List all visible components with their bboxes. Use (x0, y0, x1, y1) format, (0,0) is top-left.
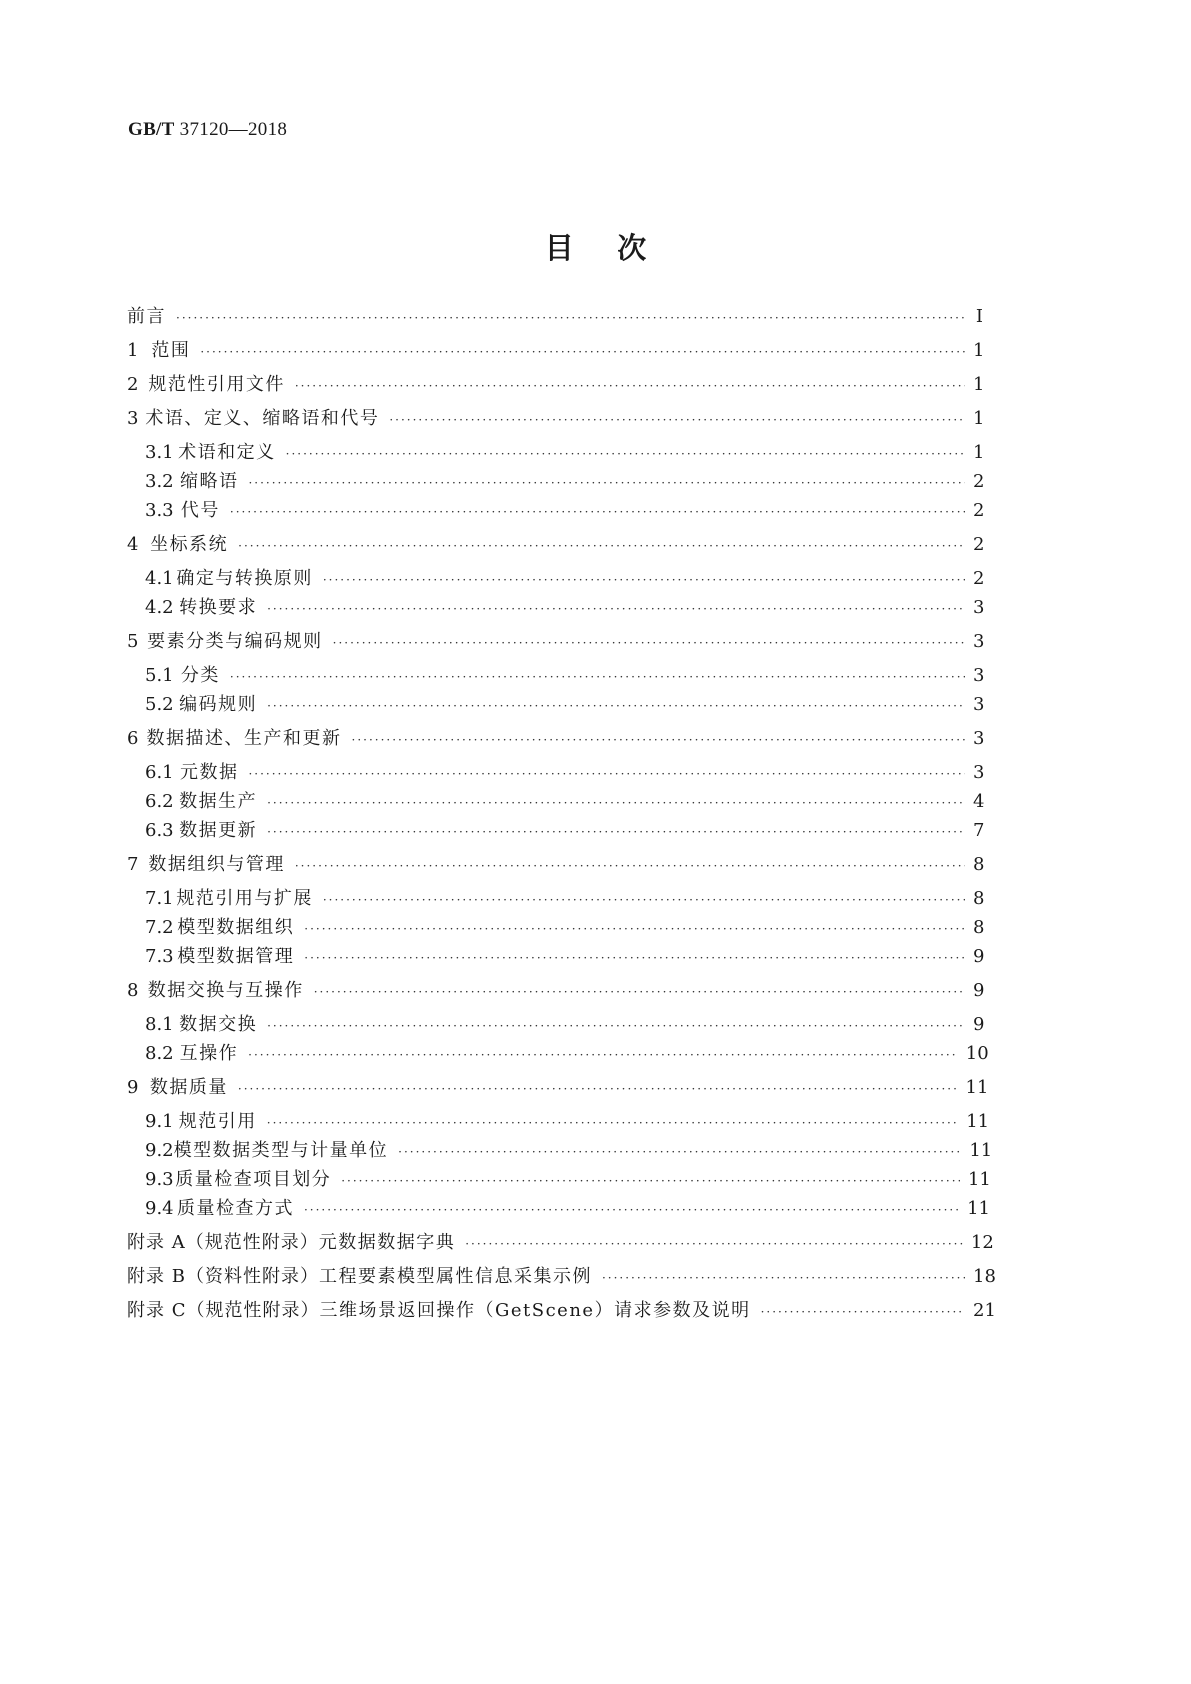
toc-entry[interactable] (0, 851, 1191, 879)
toc-entry-number: 5.2 (145, 694, 174, 715)
toc-entry-label: 互操作 (179, 1043, 239, 1064)
toc-entry-label: 前言 (127, 306, 166, 327)
toc-entry-label: 坐标系统 (150, 534, 229, 555)
toc-entry-number: 7.2 (145, 917, 174, 938)
toc-subentry[interactable] (0, 1137, 1191, 1165)
leader-dots (267, 1012, 965, 1040)
toc-subentry[interactable] (0, 1166, 1191, 1194)
toc-entry-page: 2 (973, 471, 985, 492)
leader-dots (398, 1138, 961, 1166)
toc-entry-page: 21 (973, 1300, 996, 1321)
leader-dots (248, 469, 965, 497)
leader-dots (267, 595, 965, 623)
toc-entry-label: 质量检查方式 (176, 1198, 294, 1219)
toc-subentry[interactable] (0, 943, 1191, 971)
toc-entry-label: 代号 (180, 500, 220, 521)
toc-entry-label: 数据质量 (149, 1077, 228, 1098)
toc-entry-number: 4.1 (145, 568, 174, 589)
toc-subentry[interactable] (0, 468, 1191, 496)
leader-dots (176, 304, 965, 332)
toc-entry-label: 元数据数据字典 (318, 1232, 456, 1253)
toc-subentry[interactable] (0, 885, 1191, 913)
leader-dots (230, 498, 965, 526)
toc-subentry[interactable] (0, 565, 1191, 593)
toc-entry-page: 3 (973, 728, 985, 749)
leader-dots (267, 789, 965, 817)
leader-dots (304, 915, 965, 943)
toc-subentry[interactable] (0, 594, 1191, 622)
toc-entry[interactable] (0, 371, 1191, 399)
toc-entry-number: 5 (127, 631, 139, 652)
toc-entry-page: 2 (973, 534, 985, 555)
toc-entry-label: 确定与转换原则 (176, 568, 313, 589)
standard-code-number: 37120—2018 (179, 119, 288, 140)
toc-entry-label: 模型数据组织 (177, 917, 295, 938)
toc-entry-page: 2 (973, 500, 985, 521)
toc-entry-label: 术语和定义 (178, 442, 276, 463)
toc-entry-page: 9 (973, 1014, 985, 1035)
toc-entry-number: 7 (127, 854, 139, 875)
toc-entry-page: 9 (973, 946, 985, 967)
toc-entry-number: 8.1 (145, 1014, 174, 1035)
toc-entry-label: 规范引用与扩展 (176, 888, 313, 909)
toc-entry-page: 4 (973, 791, 985, 812)
toc-entry-number: 9.3 (145, 1169, 174, 1190)
toc-entry-page: 12 (970, 1232, 994, 1253)
leader-dots (314, 978, 965, 1006)
leader-dots (238, 532, 965, 560)
leader-dots (465, 1230, 963, 1258)
leader-dots (295, 372, 965, 400)
toc-subentry[interactable] (0, 759, 1191, 787)
toc-entry-page: 2 (973, 568, 985, 589)
toc-entry-number: 3.1 (145, 442, 174, 463)
toc-entry-label: 术语、定义、缩略语和代号 (145, 408, 380, 429)
leader-dots (230, 663, 965, 691)
toc-entry-number: 5.1 (145, 665, 174, 686)
toc-entry-number: 9.4 (145, 1198, 174, 1219)
toc-entry-number: 6.1 (145, 762, 174, 783)
toc-entry-page: 8 (973, 888, 985, 909)
toc-entry-number: 6.3 (145, 820, 174, 841)
toc-entry-page: 3 (973, 631, 985, 652)
toc-entry[interactable] (0, 725, 1191, 753)
toc-appendix-number: 附录 A（规范性附录） (127, 1232, 319, 1253)
toc-entry-foreword[interactable] (0, 303, 1191, 331)
toc-entry-label: 范围 (151, 340, 191, 361)
leader-dots (238, 1075, 958, 1103)
toc-appendix-entry[interactable] (0, 1229, 1191, 1257)
toc-entry-number: 8.2 (145, 1043, 174, 1064)
leader-dots (295, 852, 965, 880)
toc-subentry[interactable] (0, 691, 1191, 719)
toc-entry-number: 6 (127, 728, 139, 749)
toc-entry-number: 1 (127, 340, 139, 361)
toc-entry-page: 3 (973, 665, 985, 686)
toc-title: 目次 (544, 231, 690, 265)
toc-entry[interactable] (0, 337, 1191, 365)
toc-subentry[interactable] (0, 914, 1191, 942)
toc-entry-page: 3 (973, 762, 985, 783)
toc-entry-number: 6.2 (145, 791, 174, 812)
leader-dots (267, 692, 965, 720)
toc-entry-number: 9 (127, 1077, 139, 1098)
leader-dots (200, 338, 965, 366)
toc-entry-page: 9 (973, 980, 985, 1001)
toc-entry-number: 3 (127, 408, 139, 429)
toc-entry-label: 元数据 (179, 762, 239, 783)
toc-entry-label: 数据描述、生产和更新 (146, 728, 342, 749)
toc-entry-page: 11 (965, 1077, 989, 1098)
toc-entry-page: 1 (973, 340, 985, 361)
toc-entry[interactable] (0, 1074, 1191, 1102)
toc-appendix-number: 附录 B（资料性附录） (127, 1266, 319, 1287)
toc-entry-label: 工程要素模型属性信息采集示例 (318, 1266, 592, 1287)
toc-entry-label: 编码规则 (179, 694, 258, 715)
toc-entry-label: 要素分类与编码规则 (147, 631, 323, 652)
toc-entry-page: 3 (973, 597, 985, 618)
toc-entry-page: 1 (973, 374, 985, 395)
toc-entry-page: 11 (967, 1169, 991, 1190)
toc-entry-page: 10 (965, 1043, 989, 1064)
toc-subentry[interactable] (0, 662, 1191, 690)
toc-entry-number: 9.1 (145, 1111, 174, 1132)
toc-entry-label: 数据组织与管理 (148, 854, 285, 875)
leader-dots (323, 566, 965, 594)
toc-entry-label: 数据交换 (179, 1014, 258, 1035)
toc-entry-label: 缩略语 (179, 471, 239, 492)
toc-entry-label: 质量检查项目划分 (175, 1169, 332, 1190)
leader-dots (248, 760, 965, 788)
toc-entry-label: 转换要求 (179, 597, 258, 618)
toc-entry-page: 18 (973, 1266, 996, 1287)
toc-entry-label: 数据生产 (179, 791, 258, 812)
toc-entry-page: 8 (973, 854, 985, 875)
toc-entry-number: 3.3 (145, 500, 174, 521)
toc-appendix-entry[interactable] (0, 1263, 1191, 1291)
toc-entry-label: 分类 (180, 665, 220, 686)
toc-entry-number: 4 (127, 534, 139, 555)
leader-dots (304, 1196, 959, 1224)
toc-entry-page: 1 (973, 442, 985, 463)
standard-code-prefix: GB/T (128, 119, 175, 140)
toc-subentry[interactable] (0, 439, 1191, 467)
toc-entry-number: 8 (127, 980, 139, 1001)
toc-entry-page: 3 (973, 694, 985, 715)
leader-dots (333, 629, 965, 657)
toc-subentry[interactable] (0, 497, 1191, 525)
toc-entry[interactable] (0, 405, 1191, 433)
toc-subentry[interactable] (0, 1195, 1191, 1223)
toc-appendix-number: 附录 C（规范性附录） (127, 1300, 320, 1321)
toc-entry-label: 数据更新 (179, 820, 258, 841)
toc-entry-page: 7 (973, 820, 985, 841)
leader-dots (286, 440, 965, 468)
toc-subentry[interactable] (0, 1040, 1191, 1068)
toc-entry-page: 1 (973, 408, 985, 429)
toc-entry-page: 11 (969, 1140, 993, 1161)
toc-appendix-entry[interactable] (0, 1297, 1191, 1325)
leader-dots (352, 726, 965, 754)
toc-entry-label: 数据交换与互操作 (147, 980, 304, 1001)
toc-entry-number: 2 (127, 374, 139, 395)
leader-dots (602, 1264, 965, 1292)
leader-dots (304, 944, 965, 972)
leader-dots (248, 1041, 958, 1069)
leader-dots (323, 886, 965, 914)
toc-entry-label: 三维场景返回操作（GetScene）请求参数及说明 (319, 1300, 751, 1321)
toc-subentry[interactable] (0, 817, 1191, 845)
leader-dots (761, 1298, 965, 1326)
toc-entry-label: 模型数据类型与计量单位 (173, 1140, 389, 1161)
toc-entry-number: 7.3 (145, 946, 174, 967)
toc-subentry[interactable] (0, 788, 1191, 816)
toc-entry-number: 3.2 (145, 471, 174, 492)
toc-entry-page: 11 (967, 1198, 990, 1219)
toc-entry-label: 规范性引用文件 (148, 374, 285, 395)
leader-dots (389, 406, 965, 434)
toc-entry-label: 模型数据管理 (177, 946, 295, 967)
toc-subentry[interactable] (0, 1108, 1191, 1136)
toc-entry[interactable] (0, 977, 1191, 1005)
leader-dots (267, 818, 965, 846)
toc-entry[interactable] (0, 628, 1191, 656)
leader-dots (267, 1109, 958, 1137)
toc-entry-label: 规范引用 (178, 1111, 257, 1132)
toc-entry-number: 7.1 (145, 888, 174, 909)
toc-entry-number: 9.2 (145, 1140, 174, 1161)
toc-entry-page: 11 (966, 1111, 990, 1132)
toc-entry-page: Ⅰ (975, 306, 983, 327)
toc-entry[interactable] (0, 531, 1191, 559)
toc-subentry[interactable] (0, 1011, 1191, 1039)
toc-entry-number: 4.2 (145, 597, 174, 618)
toc-entry-page: 8 (973, 917, 985, 938)
leader-dots (341, 1167, 960, 1195)
